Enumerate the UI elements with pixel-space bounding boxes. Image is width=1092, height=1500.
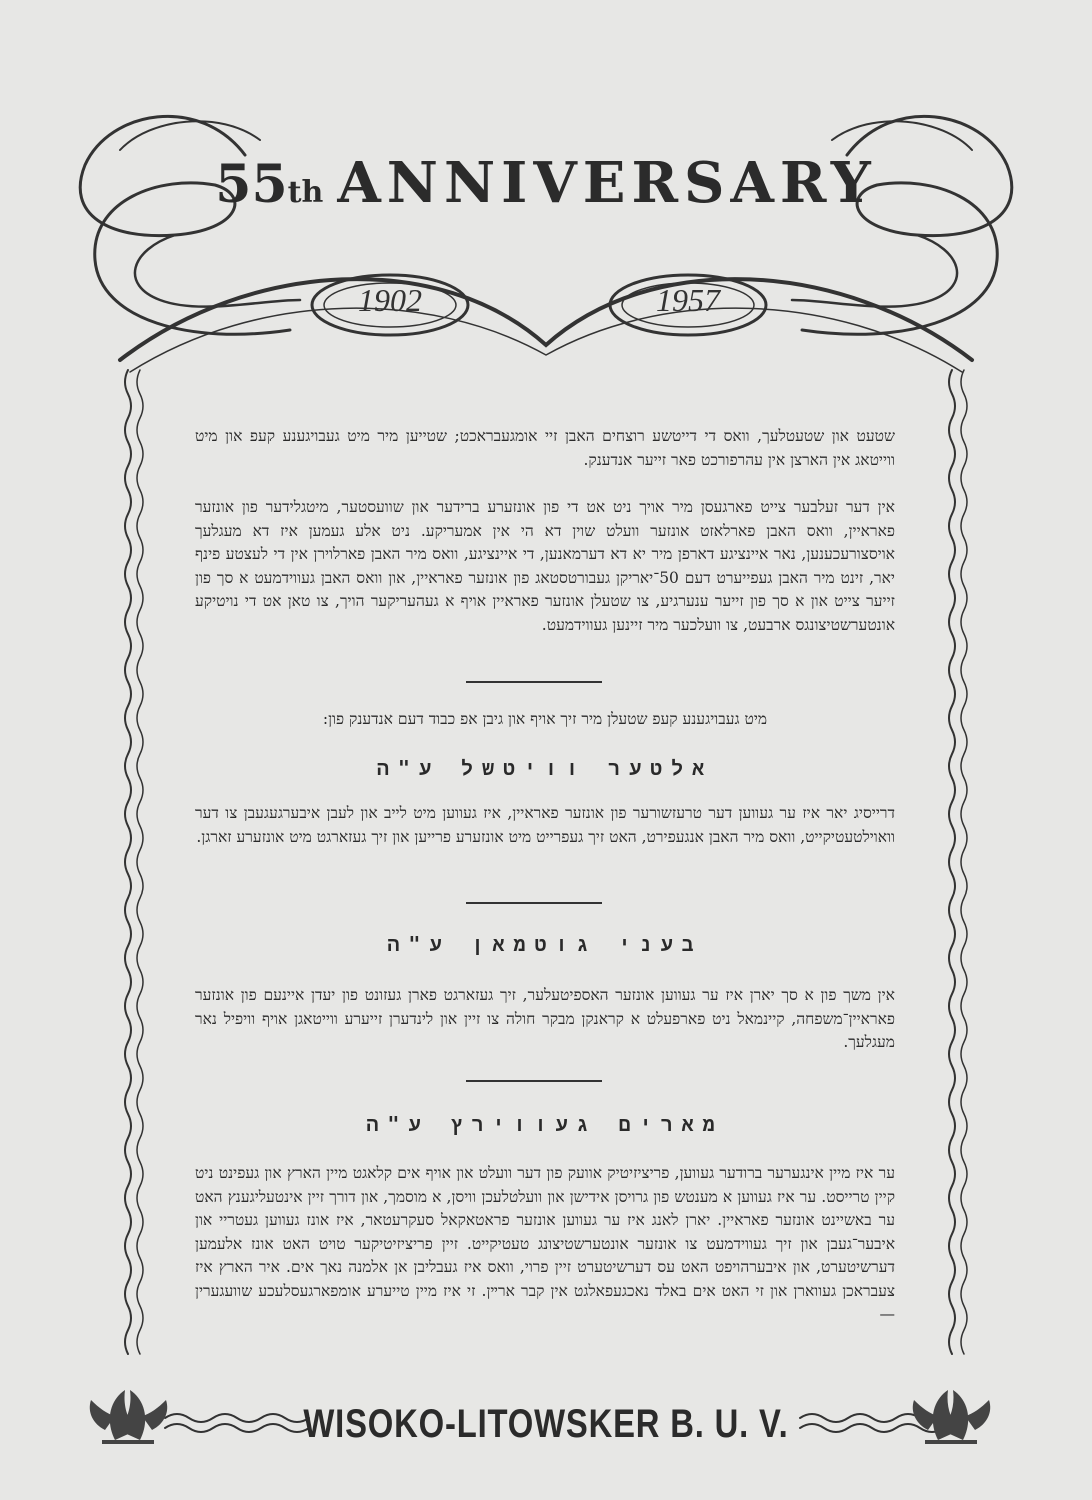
page-title	[0, 150, 1092, 216]
organization-name: WISOKO-LITOWSKER B. U. V.	[303, 1402, 789, 1446]
memorial-name: מארים געווירץ ע"ה	[366, 1112, 724, 1136]
title-suffix: th	[287, 175, 324, 210]
left-border	[125, 370, 131, 1354]
divider	[466, 1080, 602, 1082]
memorial-text: ער איז מיין אינגערער ברודער געווען, פריציזיטיק אוועק פון דער וועלט און אויף אים קלאגט מיין הארץ און געפינט ניט קיין טרייסט. ער איז געווען א מענטש פון גרויסן אידישן און וועלטלעכן וויסן, א מוסמך, און דורך זיין אינטעליגענץ האט ער באשיינט אונזער פאראיין. יארן לאנג איז ער געווען אונזער פראטאקאל סעקרעטאר, איז אונז געווען געטריי און איבער־געבן און זיך געווידמעט צו אונזער אונטערשטיצונג טעטיקייט. זיין פריציזיטיקער טויט האט אונז אלעמען דערשיטערט, און איבערהויפט האט עס דערשיטערט זיין פרוי, וואס איז געבליבן אן אלמנה נאך אים. איר הארץ איז צעבראכן געווארן און זי האט אים באלד נאכגעפאלגט אין קבר ארײן. זי איז מיין טייערע אומפארגעסלעכע שוועגערין —	[195, 1164, 895, 1323]
divider	[466, 902, 602, 904]
intro-paragraph-1: שטעט און שטעטלעך, וואס די דייטשע רוצחים האבן זיי אומגעבראכט; שטייען מיר מיט געבויגענע קעפ און מיט ווייטאג אין הארצן אין עהרפורכט פאר זייער אנדענק.	[195, 427, 895, 469]
memorial-name: אלטער וויטשל ע"ה	[376, 756, 714, 780]
divider	[466, 681, 602, 683]
intro-paragraph-2: אין דער זעלבער צייט פארגעסן מיר אויך ניט אט די פון אונזערע ברידער און שוועסטער, מיטגלידער פון אונזער פאראיין, וואס האבן פארלאזט אונזער וועלט שוין דא הי אין אמעריקע. ניט אלע געמען איז דא מעגלעך אויסצורעכענען, נאר איינציגע דארפן מיר יא דא דערמאנען, די איינציגע, וואס מיר האבן פארלוירן אין די לעצטע פינף יאר, זינט מיר האבן געפייערט דעם 50־יאריקן געבורטסטאג פון אונזער פאראיין, און וואס האבן געווידמעט א סך פון זייער צייט און א סך פון זייער ענערגיע, צו שטעלן אונזער פאראיין אויף א געהעריקער הויך, צו טאן אט די נויטיקע אונטערשטיצונגס ארבעט, צו וועלכער מיר זיינען געווידמעט.	[195, 498, 895, 634]
title-number: 55	[215, 154, 288, 215]
year-end: 1957	[656, 282, 720, 318]
memorial-name: בעני גוטמאן ע"ה	[387, 932, 703, 956]
memorial-intro: מיט געבויגענע קעפ שטעלן מיר זיך אויף און גיבן אפ כבוד דעם אנדענק פון:	[322, 710, 768, 728]
memorial-text: אין משך פון א סך יארן איז ער געווען אונזער האספיטעלער, זיך געזארגט פארן געזונט פון יעדן איינעם פון אונזער פאראיין־משפחה, קיינמאל ניט פארפעלט א קראנקן מבקר חולה צו זיין און לינדערן זייערע ווייטאגן אויף וויפיל נאר מעגלעך.	[195, 986, 895, 1051]
right-border	[949, 370, 955, 1354]
title-word: ANNIVERSARY	[337, 150, 877, 216]
year-start: 1902	[358, 282, 422, 318]
memorial-text: דרייסיג יאר איז ער געווען דער טרעזשורער פון אונזער פאראיין, איז געווען מיט לייב און לעבן איבערגעגעבן צו דער וואוילטעטיקייט, וואס מיר האבן אנגעפירט, האט זיך געפרייט מיט אונזערע פרייען און זיך געזארגט מיט אונזערע זארגן.	[195, 804, 895, 846]
